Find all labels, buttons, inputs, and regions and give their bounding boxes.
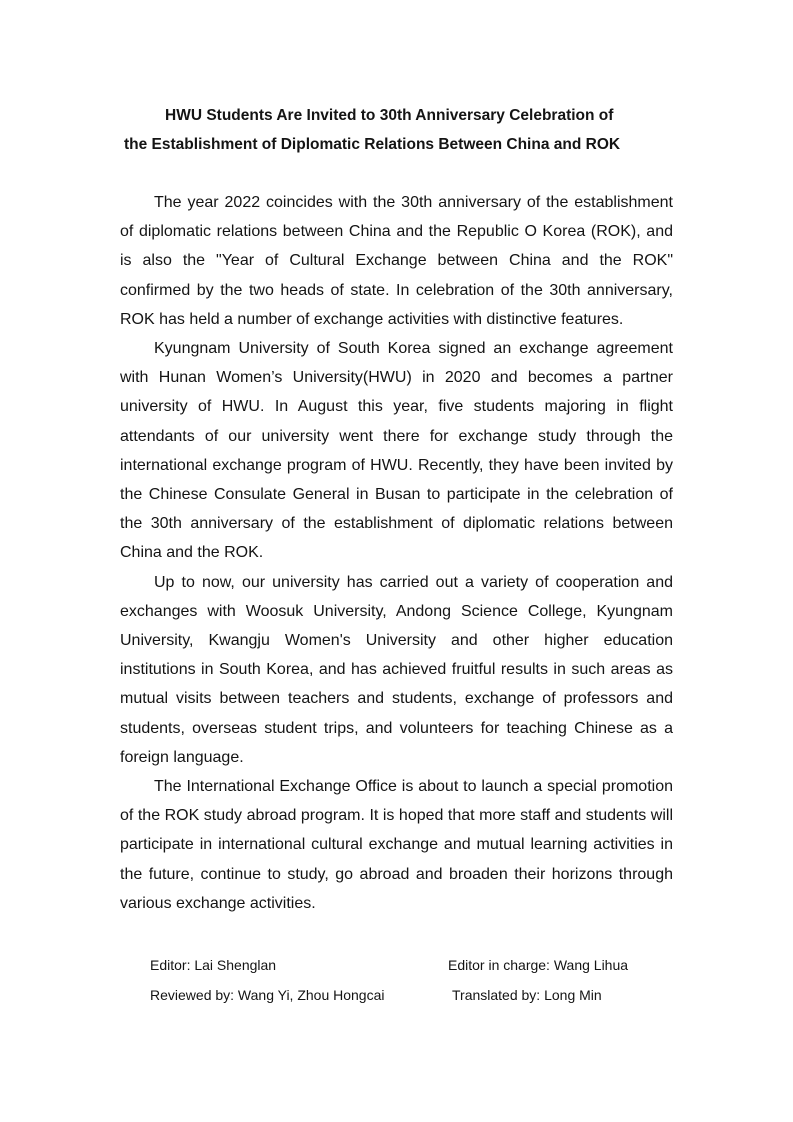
article-title <box>120 101 673 159</box>
editor-in-charge-credit: Editor in charge: Wang Lihua <box>448 957 629 973</box>
article-credits <box>150 953 670 1013</box>
editor-credit: Editor: Lai Shenglan <box>150 957 277 973</box>
paragraph-cooperation: Up to now, our university has carried out a variety of cooperation and exchanges with Woosuk University, Andong Science College, Kyungnam University, Kwangju Women's University and other higher education institutions in South Korea, and has achieved fruitful results in such areas as mutual visits between teachers and students, exchange of professors and students, overseas student trips, and volunteers for teaching Chinese as a foreign language. <box>120 573 673 766</box>
article-body <box>120 188 673 918</box>
paragraph-anniversary: The year 2022 coincides with the 30th anniversary of the establishment of diplomatic relations between China and the Republic O Korea (ROK), and is also the "Year of Cultural Exchange between China and the ROK" confirmed by the two heads of state. In celebration of the 30th anniversary, ROK has held a number of exchange activities with distinctive features. <box>120 194 673 328</box>
translated-by-credit: Translated by: Long Min <box>452 987 602 1003</box>
credits-row-review <box>150 983 670 1013</box>
reviewed-by-credit: Reviewed by: Wang Yi, Zhou Hongcai <box>150 987 385 1003</box>
paragraph-kyungnam-exchange: Kyungnam University of South Korea signed an exchange agreement with Hunan Women’s University(HWU) in 2020 and becomes a partner university of HWU. In August this year, five students majoring in flight attendants of our university went there for exchange study through the international exchange program of HWU. Recently, they have been invited by the Chinese Consulate General in Busan to participate in the celebration of the 30th anniversary of the establishment of diplomatic relations between China and the ROK. <box>120 340 673 562</box>
credits-row-editors <box>150 953 670 983</box>
title-line-1: HWU Students Are Invited to 30th Anniversary Celebration of <box>165 107 614 124</box>
title-line-2: the Establishment of Diplomatic Relations Between China and ROK <box>124 136 621 153</box>
paragraph-study-abroad-promotion: The International Exchange Office is about to launch a special promotion of the ROK study abroad program. It is hoped that more staff and students will participate in international cultural exchange and mutual learning activities in the future, continue to study, go abroad and broaden their horizons through various exchange activities. <box>120 778 673 912</box>
